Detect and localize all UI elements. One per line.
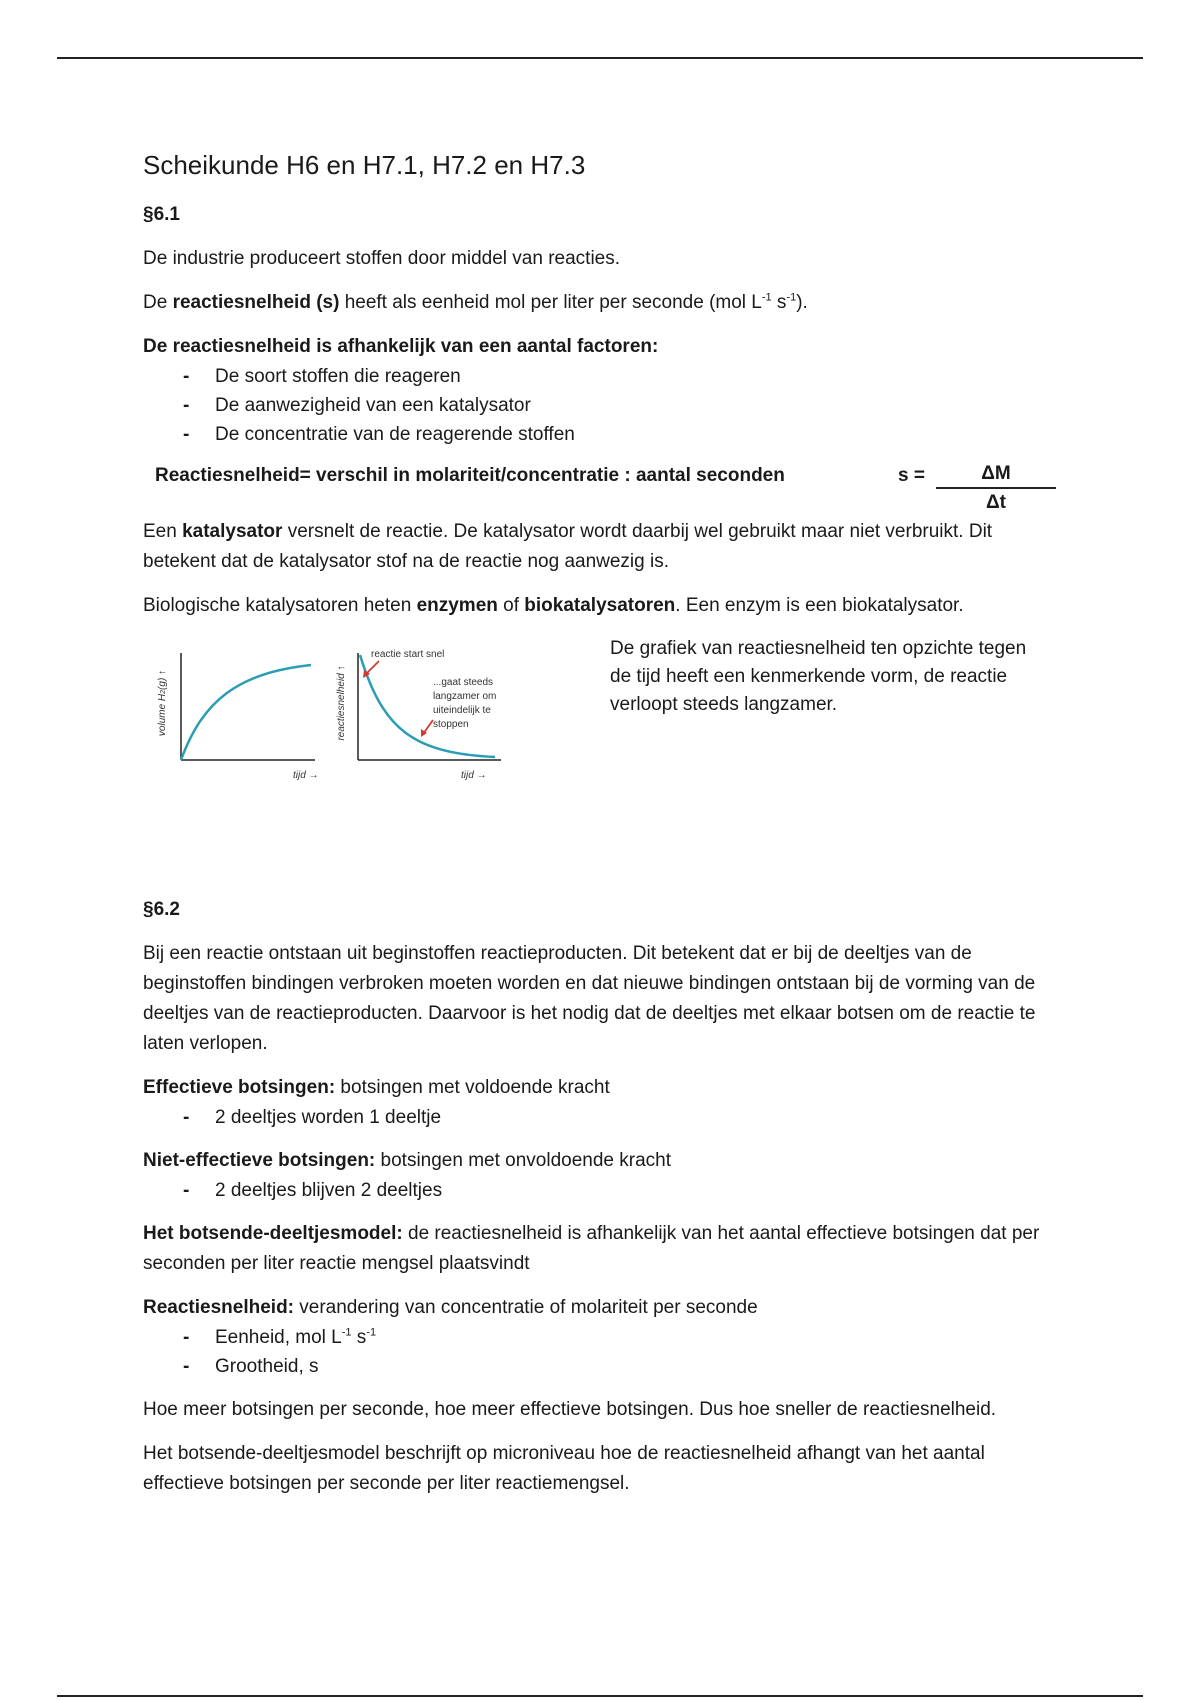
formula-s: s = [898,465,925,486]
effectieve-list [143,1103,1063,1132]
fraction-numerator: ΔM [936,461,1056,489]
list-item: - De soort stoffen die reageren [183,362,1063,391]
annotation-start: reactie start snel [371,649,445,660]
list-item: - De aanwezigheid van een katalysator [183,391,1063,420]
paragraph-industrie: De industrie produceert stoffen door middel van reacties. [143,248,621,269]
effectieve-botsingen: Effectieve botsingen: botsingen met voldoende kracht [143,1077,610,1098]
annotation-slow-4: stoppen [433,719,469,730]
annotation-slow-2: langzamer om [433,691,497,702]
paragraph-microniveau: Het botsende-deeltjesmodel beschrijft op microniveau hoe de reactiesnelheid afhangt van het aantal effectieve botsingen per seconde per liter reactiemengsel. [143,1443,985,1494]
paragraph-katalysator: Een katalysator versnelt de reactie. De katalysator wordt daarbij wel gebruikt maar niet verbruikt. Dit betekent dat de katalysator stof na de reactie nog aanwezig is. [143,521,993,572]
graph-description: De grafiek van reactiesnelheid ten opzichte tegen de tijd heeft een kenmerkende vorm, de reactie verloopt steeds langzamer. [610,638,1027,715]
formula-row [143,461,1063,511]
volume-y-label: volume H2(g) ↑ [157,669,168,737]
paragraph-botsen: Bij een reactie ontstaan uit beginstoffen reactieproducten. Dit betekent dat er bij de deeltjes van de beginstoffen bindingen verbroken moeten worden en dat nieuwe bindingen ontstaan bij de vorming van de deeltjes van de reactieproducten. Daarvoor is het nodig dat de deeltjes met elkaar botsen om de reactie te laten verlopen. [143,943,1036,1054]
list-item: - 2 deeltjes blijven 2 deeltjes [183,1176,1063,1205]
rate-y-label: reactiesnelheid ↑ [336,665,347,741]
annotation-slow-1: ...gaat steeds [433,677,494,688]
section-heading-6-1: §6.1 [143,204,180,225]
paragraph-biokatalysator: Biologische katalysatoren heten enzymen of biokatalysatoren. Een enzym is een biokatalysator. [143,595,964,616]
volume-graph [157,653,319,781]
footer-rule [57,1695,1143,1697]
page-title: Scheikunde H6 en H7.1, H7.2 en H7.3 [143,150,586,180]
paragraph-reactiesnelheid-eenheid: De reactiesnelheid (s) heeft als eenheid mol per liter per seconde (mol $L^{-1}$ $s^{-1}$). [143,291,808,313]
list-item: - Eenheid, mol $L^{-1}$ $s^{-1}$ [183,1323,1063,1352]
rate-x-label: tijd → [461,770,487,781]
reactiesnelheid-list [143,1323,1063,1381]
botsende-deeltjesmodel: Het botsende-deeltjesmodel: de reactiesnelheid is afhankelijk van het aantal effectieve botsingen dat per seconden per liter reactie mengsel plaatsvindt [143,1223,1040,1274]
volume-curve [181,665,311,760]
reaction-graphs [143,635,543,795]
section-heading-6-2: §6.2 [143,899,180,920]
niet-effectieve-botsingen: Niet-effectieve botsingen: botsingen met onvoldoende kracht [143,1150,672,1171]
volume-x-label: tijd → [293,770,319,781]
factors-list [143,362,1063,449]
formula-label: Reactiesnelheid= verschil in molariteit/concentratie : aantal seconden [155,465,785,486]
document-body [143,140,1063,1513]
list-item: - De concentratie van de reagerende stoffen [183,420,1063,449]
reactiesnelheid-definitie: Reactiesnelheid: verandering van concentratie of molariteit per seconde [143,1297,758,1318]
list-item: - Grootheid, s [183,1352,1063,1381]
graph-section [143,635,1063,835]
factors-heading: De reactiesnelheid is afhankelijk van een aantal factoren: [143,336,659,357]
formula-fraction [936,461,1056,517]
niet-effectieve-list [143,1176,1063,1205]
list-item: - 2 deeltjes worden 1 deeltje [183,1103,1063,1132]
annotation-slow-3: uiteindelijk te [433,705,491,716]
header-rule [57,57,1143,59]
fraction-denominator: Δt [986,492,1006,513]
paragraph-meer-botsingen: Hoe meer botsingen per seconde, hoe meer effectieve botsingen. Dus hoe sneller de reactiesnelheid. [143,1399,997,1420]
rate-graph [336,649,501,781]
